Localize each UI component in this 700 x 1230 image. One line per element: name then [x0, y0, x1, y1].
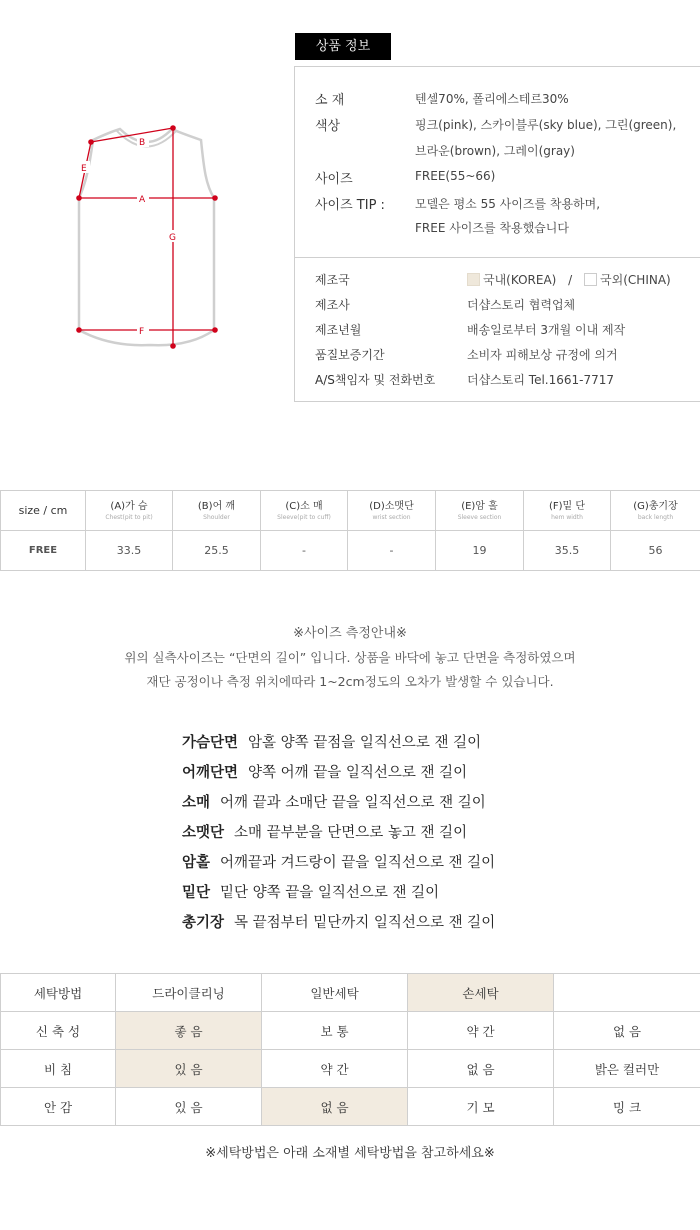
country-china: 국외(CHINA) — [600, 273, 671, 287]
wash-row-lining — [1, 1088, 700, 1126]
spec-size-tip-label: 사이즈 TIP : — [315, 198, 385, 213]
garment-measure-diagram — [60, 115, 240, 360]
sheer-none: 없 음 — [408, 1050, 554, 1088]
as-value: 더샵스토리 Tel.1661-7717 — [467, 373, 615, 387]
stretch-none: 없 음 — [554, 1012, 700, 1050]
stretch-normal: 보 통 — [262, 1012, 408, 1050]
lining-mink: 밍 크 — [554, 1088, 700, 1126]
guide-title: ※사이즈 측정안내※ — [293, 626, 407, 641]
point-b2 — [170, 125, 176, 131]
product-info-box — [294, 66, 700, 402]
wash-method-hand: 손세탁 — [408, 974, 554, 1012]
country-china-checkbox — [584, 273, 597, 286]
wash-row-method — [1, 974, 700, 1012]
label-g: G — [169, 233, 176, 243]
sheer-bright-only: 밝은 컬러만 — [554, 1050, 700, 1088]
size-col-length: (G)총기장 back length — [611, 491, 700, 531]
spec-size-tip-value-1: 모델은 평소 55 사이즈를 착용하며, — [415, 197, 601, 211]
stretch-label: 신 축 성 — [1, 1012, 116, 1050]
size-value-wrist: - — [348, 531, 436, 571]
definition-armhole: 암홀 어깨끝과 겨드랑이 끝을 일직선으로 잰 길이 — [182, 855, 496, 871]
wash-row-stretch — [1, 1012, 700, 1050]
size-col-wrist: (D)소맷단 wrist section — [348, 491, 436, 531]
stretch-slight: 약 간 — [408, 1012, 554, 1050]
size-value-hem: 35.5 — [524, 531, 611, 571]
sheer-label: 비 침 — [1, 1050, 116, 1088]
lining-fleece: 기 모 — [408, 1088, 554, 1126]
size-col-sleeve: (C)소 매 Sleeve(pit to cuff) — [261, 491, 348, 531]
spec-size-tip-value-2: FREE 사이즈를 착용했습니다 — [415, 221, 569, 235]
wash-table — [0, 973, 700, 1126]
spec-color-value-2: 브라운(brown), 그레이(gray) — [415, 144, 575, 158]
guide-line-1: 위의 실측사이즈는 “단면의 길이” 입니다. 상품을 바닥에 놓고 단면을 측정하였으며 — [124, 650, 576, 665]
label-f: F — [139, 327, 145, 337]
point-f2 — [212, 327, 218, 333]
country-separator: / — [568, 273, 573, 287]
maker-value: 더샵스토리 협력업체 — [467, 298, 576, 312]
size-row-label: FREE — [1, 531, 86, 571]
date-value: 배송일로부터 3개월 이내 제작 — [467, 323, 626, 337]
point-b1 — [88, 139, 94, 145]
size-value-sleeve: - — [261, 531, 348, 571]
point-a1 — [76, 195, 82, 201]
spec-color-label: 색상 — [315, 119, 341, 134]
as-label: A/S책임자 및 전화번호 — [315, 373, 436, 387]
sheer-slight: 약 간 — [262, 1050, 408, 1088]
warranty-value: 소비자 피해보상 규정에 의거 — [467, 348, 618, 362]
point-a2 — [212, 195, 218, 201]
wash-method-empty — [554, 974, 700, 1012]
lining-label: 안 감 — [1, 1088, 116, 1126]
definition-hem: 밑단 밑단 양쪽 끝을 일직선으로 잰 길이 — [182, 885, 440, 901]
wash-footnote: ※세탁방법은 아래 소재별 세탁방법을 참고하세요※ — [205, 1146, 495, 1161]
country-label: 제조국 — [315, 273, 350, 287]
spec-size-label: 사이즈 — [315, 172, 353, 187]
size-col-armhole: (E)암 홀 Sleeve section — [436, 491, 524, 531]
wash-method-normal: 일반세탁 — [262, 974, 408, 1012]
definition-sleeve: 소매 어깨 끝과 소매단 끝을 일직선으로 잰 길이 — [182, 795, 486, 811]
sheer-yes: 있 음 — [116, 1050, 262, 1088]
point-g2 — [170, 343, 176, 349]
wash-method-label: 세탁방법 — [1, 974, 116, 1012]
info-divider — [295, 257, 700, 258]
size-value-shoulder: 25.5 — [173, 531, 261, 571]
spec-size-value: FREE(55~66) — [415, 169, 496, 183]
spec-material-value: 텐셀70%, 폴리에스테르30% — [415, 92, 569, 106]
point-f1 — [76, 327, 82, 333]
label-a: A — [139, 195, 146, 205]
wash-row-sheer — [1, 1050, 700, 1088]
size-value-length: 56 — [611, 531, 700, 571]
lining-none: 없 음 — [262, 1088, 408, 1126]
definition-chest: 가슴단면 암홀 양쪽 끝점을 일직선으로 잰 길이 — [182, 735, 482, 751]
size-col-shoulder: (B)어 깨 Shoulder — [173, 491, 261, 531]
size-table — [0, 490, 700, 571]
warranty-label: 품질보증기간 — [315, 348, 385, 362]
size-corner: size / cm — [1, 491, 86, 531]
country-korea-checkbox — [467, 273, 480, 286]
date-label: 제조년월 — [315, 323, 362, 337]
spec-color-value-1: 핑크(pink), 스카이블루(sky blue), 그린(green), — [415, 118, 677, 132]
wash-method-dry: 드라이클리닝 — [116, 974, 262, 1012]
size-table-header — [1, 491, 700, 531]
product-info-title: 상품 정보 — [295, 33, 391, 60]
guide-line-2: 재단 공정이나 측정 위치에따라 1~2cm정도의 오차가 발생할 수 있습니다. — [146, 674, 554, 689]
size-col-hem: (F)밑 단 hem width — [524, 491, 611, 531]
definition-shoulder: 어깨단면 양쪽 어깨 끝을 일직선으로 잰 길이 — [182, 765, 468, 781]
country-value — [467, 271, 671, 288]
maker-label: 제조사 — [315, 298, 350, 312]
label-b: B — [139, 138, 146, 148]
definition-wrist: 소맷단 소매 끝부분을 단면으로 놓고 잰 길이 — [182, 825, 468, 841]
lining-yes: 있 음 — [116, 1088, 262, 1126]
garment-outline — [79, 129, 214, 345]
size-value-chest: 33.5 — [86, 531, 173, 571]
size-col-chest: (A)가 슴 Chest(pit to pit) — [86, 491, 173, 531]
label-e: E — [81, 164, 87, 174]
country-korea: 국내(KOREA) — [483, 273, 557, 287]
definition-length: 총기장 목 끝점부터 밑단까지 일직선으로 잰 길이 — [182, 915, 496, 931]
size-value-armhole: 19 — [436, 531, 524, 571]
stretch-good: 좋 음 — [116, 1012, 262, 1050]
spec-material-label: 소 재 — [315, 93, 345, 108]
size-table-row — [1, 531, 700, 571]
